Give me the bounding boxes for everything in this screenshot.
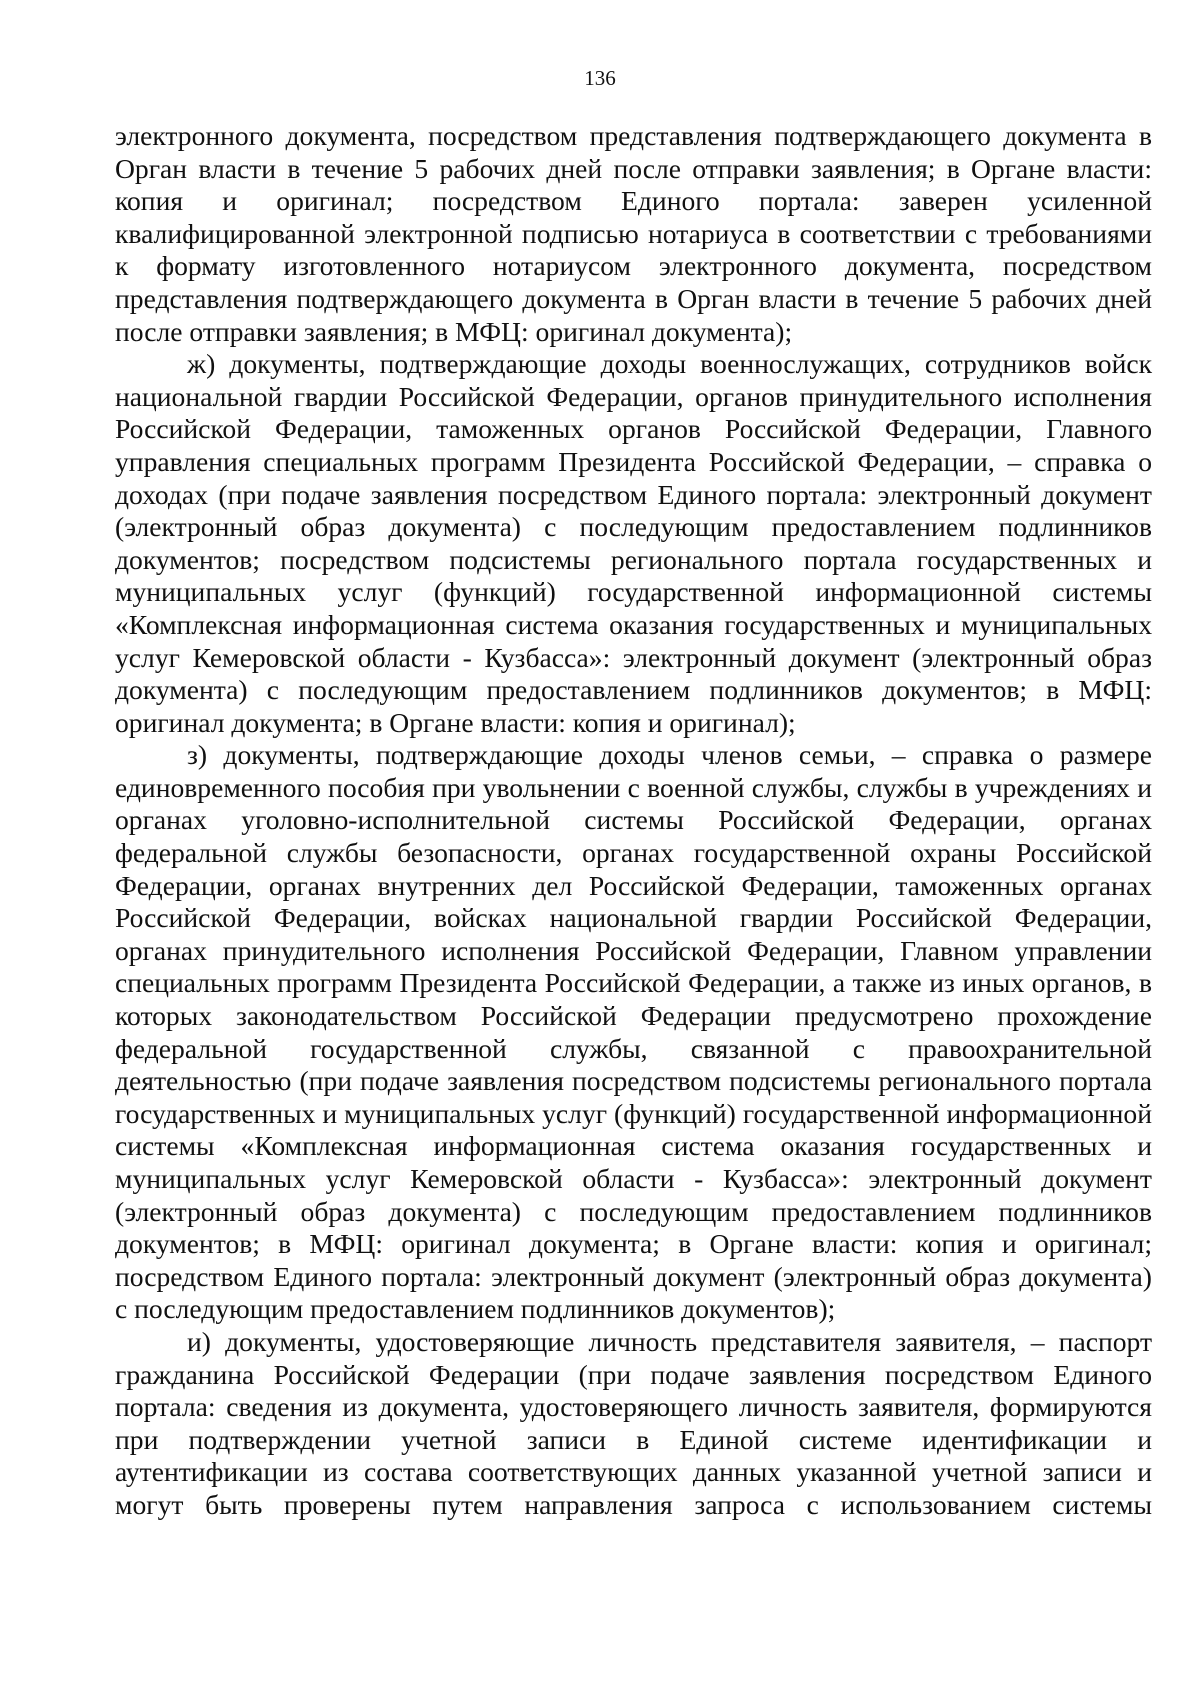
page-number: 136 <box>584 66 616 90</box>
paragraph-item-zh: ж) документы, подтверждающие доходы военнослужащих, сотрудников войск национальной гвардии Российской Федерации, органов принудительного исполнения Российской Федерации, таможенных органов Российской Федерации, Главного управления специальных программ Президента Российской Федерации, – справка о доходах (при подаче заявления посредством Единого портала: электронный документ (электронный образ документа) с последующим предоставлением подлинников документов; посредством подсистемы регионального портала государственных и муниципальных услуг (функций) государственной информационной системы «Комплексная информационная система оказания государственных и муниципальных услуг Кемеровской области - Кузбасса»: электронный документ (электронный образ документа) с последующим предоставлением подлинников документов; в МФЦ: оригинал документа; в Органе власти: копия и оригинал); <box>115 348 1152 738</box>
paragraph-item-i: и) документы, удостоверяющие личность представителя заявителя, – паспорт гражданина Российской Федерации (при подаче заявления посредством Единого портала: сведения из документа, удостоверяющего личность заявителя, формируются при подтверждении учетной записи в Единой системе идентификации и аутентификации из состава соответствующих данных указанной учетной записи и могут быть проверены путем направления запроса с использованием системы <box>115 1325 1152 1520</box>
document-body <box>115 120 1152 1522</box>
paragraph-continuation: электронного документа, посредством представления подтверждающего документа в Орган власти в течение 5 рабочих дней после отправки заявления; в Органе власти: копия и оригинал; посредством Единого портала: заверен усиленной квалифицированной электронной подписью нотариуса в соответствии с требованиями к формату изготовленного нотариусом электронного документа, посредством представления подтверждающего документа в Орган власти в течение 5 рабочих дней после отправки заявления; в МФЦ: оригинал документа); <box>115 120 1152 347</box>
paragraph-item-z: з) документы, подтверждающие доходы членов семьи, – справка о размере единовременного пособия при увольнении с военной службы, службы в учреждениях и органах уголовно-исполнительной системы Российской Федерации, органах федеральной службы безопасности, органах государственной охраны Российской Федерации, органах внутренних дел Российской Федерации, таможенных органах Российской Федерации, войсках национальной гвардии Российской Федерации, органах принудительного исполнения Российской Федерации, Главном управлении специальных программ Президента Российской Федерации, а также из иных органов, в которых законодательством Российской Федерации предусмотрено прохождение федеральной государственной службы, связанной с правоохранительной деятельностью (при подаче заявления посредством подсистемы регионального портала государственных и муниципальных услуг (функций) государственной информационной системы «Комплексная информационная система оказания государственных и муниципальных услуг Кемеровской области - Кузбасса»: электронный документ (электронный образ документа) с последующим предоставлением подлинников документов; в МФЦ: оригинал документа; в Органе власти: копия и оригинал; посредством Единого портала: электронный документ (электронный образ документа) с последующим предоставлением подлинников документов); <box>115 739 1152 1325</box>
